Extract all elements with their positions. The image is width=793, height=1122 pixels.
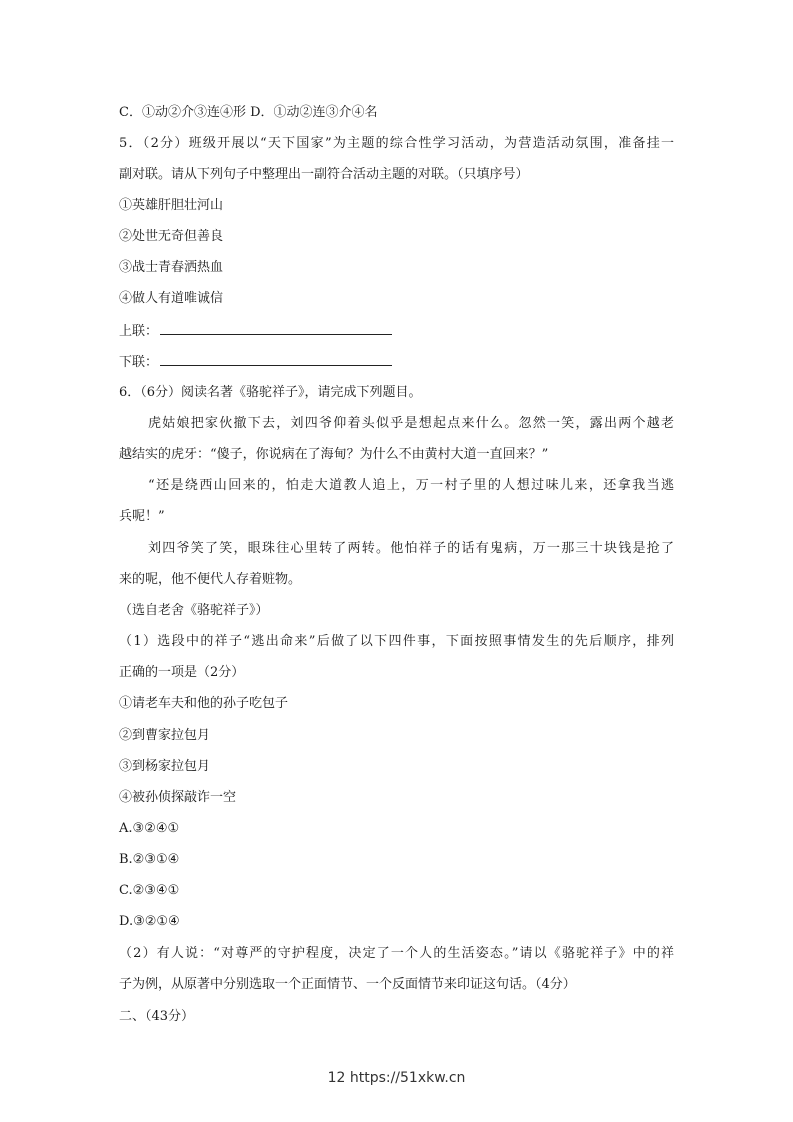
sub-q2-line1: （2）有人说：“对尊严的守护程度，决定了一个人的生活姿态。”请以《骆驼祥子》中的祥 [119, 946, 674, 961]
q5-stem-line2: 副对联。请从下列句子中整理出一副符合活动主题的对联。（只填序号） [119, 167, 529, 182]
event-4: ④被孙侦探敲诈一空 [119, 790, 237, 805]
passage-p1-line1: 虎姑娘把家伙撤下去，刘四爷仰着头似乎是想起点来什么。忽然一笑，露出两个越老 [148, 416, 674, 431]
passage-p2-line1: “还是绕西山回来的，怕走大道教人追上，万一村子里的人想过味儿来，还拿我当逃 [148, 478, 674, 493]
upper-couplet-blank[interactable] [160, 321, 392, 335]
choice-d: D.③②①④ [119, 914, 180, 929]
lower-couplet-blank[interactable] [160, 352, 392, 366]
choice-a: A.③②④① [119, 821, 180, 836]
upper-couplet-label: 上联： [119, 324, 159, 339]
sub-q1-line2: 正确的一项是（2分） [119, 665, 245, 680]
q5-option-2: ②处世无奇但善良 [119, 229, 224, 244]
choice-b: B.②③①④ [119, 852, 180, 867]
event-2: ②到曹家拉包月 [119, 728, 211, 743]
q5-option-4: ④做人有道唯诚信 [119, 291, 224, 306]
lower-couplet-label: 下联： [119, 355, 159, 370]
lower-couplet-row [119, 352, 392, 372]
q5-option-1: ①英雄肝胆壮河山 [119, 198, 224, 213]
event-3: ③到杨家拉包月 [119, 759, 211, 774]
q5-option-3: ③战士青春洒热血 [119, 260, 224, 275]
q5-stem-line1: 5．（2分）班级开展以“天下国家”为主题的综合性学习活动，为营造活动氛围，准备挂一 [119, 136, 674, 151]
q4-options-cd: C．①动②介③连④形 D．①动②连③介④名 [119, 105, 378, 120]
event-1: ①请老车夫和他的孙子吃包子 [119, 696, 289, 711]
passage-p1-line2: 越结实的虎牙：“傻子，你说病在了海甸？为什么不由黄村大道一直回来？” [119, 447, 549, 462]
sub-q2-line2: 子为例，从原著中分别选取一个正面情节、一个反面情节来印证这句话。（4分） [119, 977, 576, 992]
passage-p3-line2: 来的呢，他不便代人存着赃物。 [119, 572, 302, 587]
q6-stem: 6．（6分）阅读名著《骆驼祥子》，请完成下列题目。 [119, 385, 422, 400]
passage-p2-line2: 兵呢！” [119, 509, 165, 524]
choice-c: C.②③④① [119, 883, 180, 898]
sub-q1-line1: （1）选段中的祥子“逃出命来”后做了以下四件事，下面按照事情发生的先后顺序，排列 [119, 634, 674, 649]
page-footer: 12 https://51xkw.cn [327, 1070, 466, 1086]
passage-p3-line1: 刘四爷笑了笑，眼珠往心里转了两转。他怕祥子的话有鬼病，万一那三十块钱是抢了 [148, 541, 674, 556]
section-two-heading: 二、（43分） [119, 1009, 195, 1024]
passage-source: （选自老舍《骆驼祥子》） [119, 603, 269, 618]
upper-couplet-row [119, 321, 392, 341]
